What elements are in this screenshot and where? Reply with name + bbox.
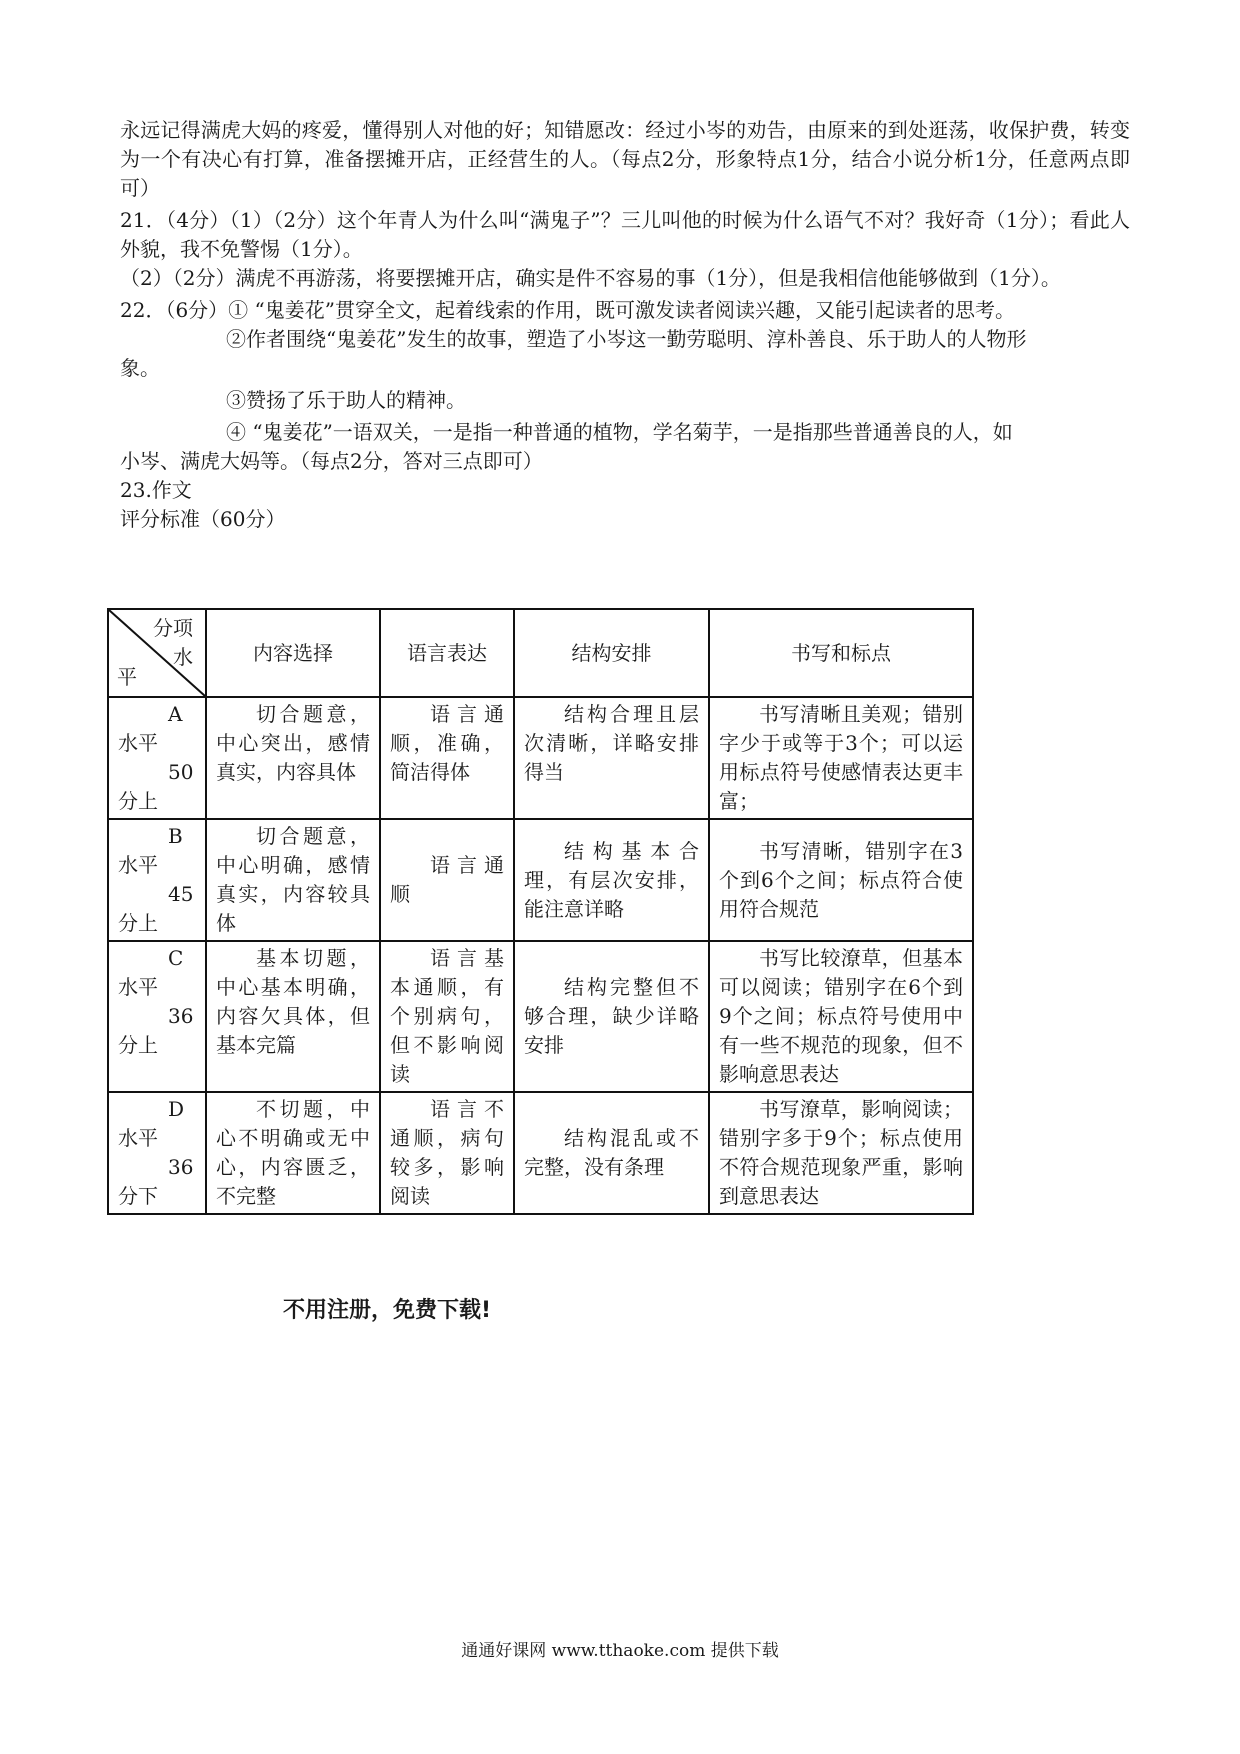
corner-header-cell: [108, 609, 206, 697]
table-row: [108, 941, 973, 1092]
question-23-subtitle: 评分标准（60分）: [120, 507, 286, 531]
corner-label-level: 平: [117, 665, 137, 689]
structure-cell: 结构合理且层次清晰，详略安排得当: [514, 697, 709, 819]
language-cell: 语言通顺: [380, 819, 514, 941]
content-cell: 切合题意，中心明确，感情真实，内容较具体: [206, 819, 380, 941]
structure-cell: 结构混乱或不完整，没有条理: [514, 1092, 709, 1214]
question-22-point-2-cont: 象。: [120, 356, 160, 380]
language-cell: 语言基本通顺，有个别病句，但不影响阅读: [380, 941, 514, 1092]
language-cell: 语言通顺，准确，简洁得体: [380, 697, 514, 819]
question-22-point-2: ②作者围绕“鬼姜花”发生的故事，塑造了小岑这一勤劳聪明、淳朴善良、乐于助人的人物形: [226, 327, 1027, 351]
writing-cell: 书写清晰，错别字在3个到6个之间；标点符合使用符合规范: [709, 819, 973, 941]
level-cell: D 水平 36 分下: [108, 1092, 206, 1214]
question-21-part-1: 21．（4分）（1）（2分）这个年青人为什么叫“满鬼子”？三儿叫他的时候为什么语气不对？我好奇（1分）；看此人外貌，我不免警惕（1分）。: [120, 208, 1130, 261]
structure-cell: 结构完整但不够合理，缺少详略安排: [514, 941, 709, 1092]
language-cell: 语言不通顺，病句较多，影响阅读: [380, 1092, 514, 1214]
content-cell: 不切题，中心不明确或无中心，内容匮乏，不完整: [206, 1092, 380, 1214]
corner-label-item: 分项 水: [153, 616, 193, 669]
site-footer: 通通好课网 www.tthaoke.com 提供下载: [461, 1641, 779, 1661]
question-22-point-3: ③赞扬了乐于助人的精神。: [226, 388, 466, 412]
level-cell: A 水平 50 分上: [108, 697, 206, 819]
writing-cell: 书写清晰且美观；错别字少于或等于3个；可以运用标点符号使感情表达更丰富；: [709, 697, 973, 819]
table-row: [108, 1092, 973, 1214]
paragraph-character-analysis: 永远记得满虎大妈的疼爱，懂得别人对他的好；知错愿改：经过小岑的劝告，由原来的到处逛荡，收保护费，转变为一个有决心有打算，准备摆摊开店，正经营生的人。（每点2分，形象特点1分，结合小说分析1分，任意两点即可）: [120, 118, 1130, 200]
content-cell: 切合题意，中心突出，感情真实，内容具体: [206, 697, 380, 819]
header-writing: 书写和标点: [709, 609, 973, 697]
table-row: [108, 697, 973, 819]
level-cell: C 水平 36 分上: [108, 941, 206, 1092]
content-cell: 基本切题，中心基本明确，内容欠具体，但基本完篇: [206, 941, 380, 1092]
structure-cell: 结构基本合理，有层次安排，能注意详略: [514, 819, 709, 941]
header-structure: 结构安排: [514, 609, 709, 697]
table-row: [108, 819, 973, 941]
grading-table: [107, 608, 974, 1215]
header-content: 内容选择: [206, 609, 380, 697]
question-22-point-4-cont: 小岑、满虎大妈等。（每点2分，答对三点即可）: [120, 449, 543, 473]
writing-cell: 书写潦草，影响阅读；错别字多于9个；标点使用不符合规范现象严重，影响到意思表达: [709, 1092, 973, 1214]
header-language: 语言表达: [380, 609, 514, 697]
writing-cell: 书写比较潦草，但基本可以阅读；错别字在6个到9个之间；标点符号使用中有一些不规范的现象，但不影响意思表达: [709, 941, 973, 1092]
download-note: 不用注册，免费下载!: [283, 1298, 492, 1323]
question-23-title: 23.作文: [120, 478, 192, 502]
question-22-point-1: 22．（6分）① “鬼姜花”贯穿全文，起着线索的作用，既可激发读者阅读兴趣，又能引起读者的思考。: [120, 298, 1015, 322]
level-cell: B 水平 45 分上: [108, 819, 206, 941]
question-21-part-2: （2）（2分）满虎不再游荡，将要摆摊开店，确实是件不容易的事（1分），但是我相信他能够做到（1分）。: [120, 266, 1061, 290]
table-header-row: [108, 609, 973, 697]
question-22-point-4: ④ “鬼姜花”一语双关，一是指一种普通的植物，学名菊芋，一是指那些普通善良的人，如: [226, 420, 1013, 444]
answer-text: [120, 116, 1130, 534]
